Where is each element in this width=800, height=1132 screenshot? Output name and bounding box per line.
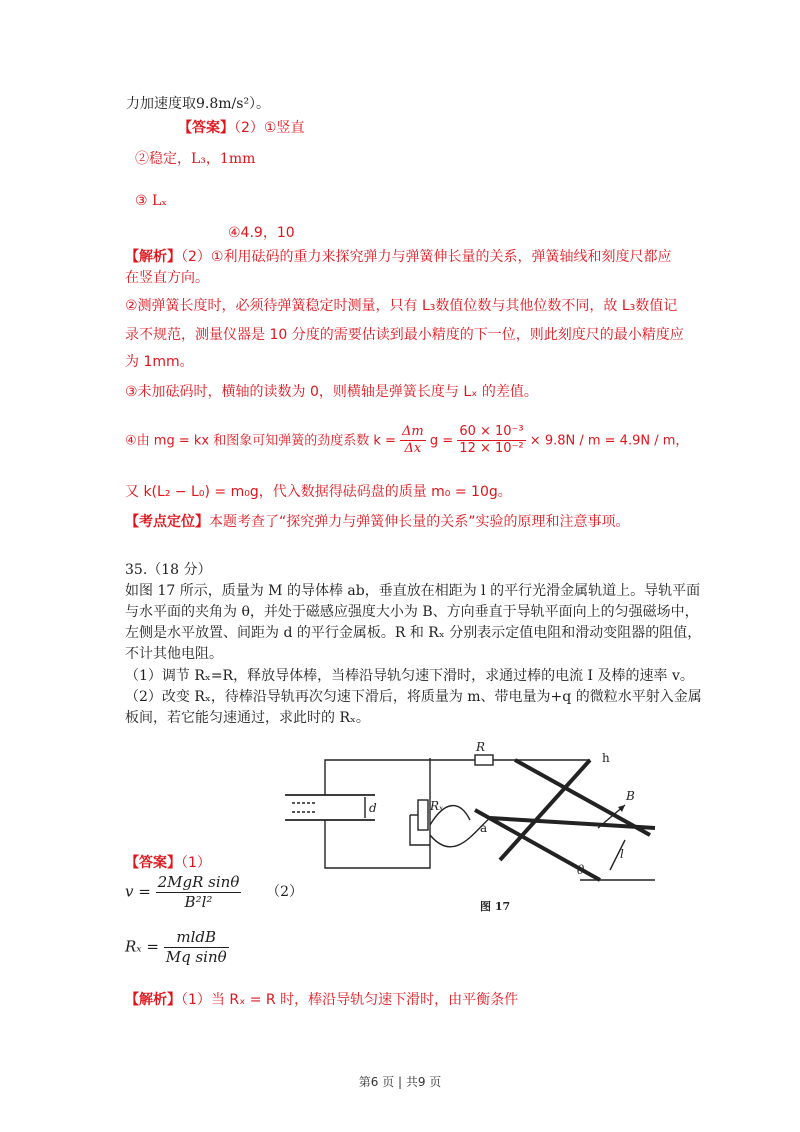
fraction-values	[457, 424, 525, 458]
answer-line: ②稳定，L₃，1mm	[135, 151, 256, 167]
analysis-line: 在竖直方向。	[125, 270, 209, 286]
fraction-numerator: mldB	[164, 928, 229, 948]
answer-label: 【答案】	[125, 855, 181, 871]
fraction-resistance	[164, 928, 229, 967]
formula-lhs: v =	[125, 882, 151, 901]
analysis-text: （2）①利用砝码的重力来探究弹力与弹簧伸长量的关系，弹簧轴线和刻度尺都应	[181, 249, 672, 265]
fraction-numerator: 2MgR sinθ	[157, 873, 240, 891]
kaodian-text: 本题考查了“探究弹力与弹簧伸长量的关系”实验的原理和注意事项。	[209, 514, 630, 530]
fraction-denominator: 12 × 10⁻²	[459, 441, 524, 457]
label-field: B	[626, 789, 635, 803]
fraction-denominator: Δx	[404, 441, 422, 457]
fraction-dm-dx	[400, 424, 426, 458]
question-text: 板间，若它能匀速通过，求此时的 Rₓ。	[125, 710, 370, 726]
resistance-formula	[125, 928, 229, 967]
formula-suffix: × 9.8N / m = 4.9N / m，	[529, 433, 689, 449]
question-text: （1）调节 Rₓ=R，释放导体棒，当棒沿导轨匀速下滑时，求通过棒的电流 I 及棒的速率 v。	[125, 668, 694, 684]
fraction-denominator: B²l²	[184, 892, 213, 911]
velocity-formula	[125, 873, 303, 912]
fraction-denominator: Mq sinθ	[165, 947, 227, 966]
question-text: （2）改变 Rₓ，待棒沿导轨再次匀速下滑后，将质量为 m、带电量为+q 的微粒水平射入金属	[125, 689, 702, 705]
question-text: 如图 17 所示，质量为 M 的导体棒 ab，垂直放在相距为 l 的平行光滑金属轨道上。导轨平面	[125, 583, 701, 599]
label-a: a	[480, 821, 488, 835]
analysis-line: ③未加砝码时，横轴的读数为 0，则横轴是弹簧长度与 Lₓ 的差值。	[125, 384, 538, 400]
label-rx: Rₓ	[430, 799, 444, 813]
formula-prefix: ④由 mg = kx 和图象可知弹簧的劲度系数 k =	[125, 433, 396, 449]
figure-caption: 图 17	[480, 900, 511, 913]
fraction-velocity	[156, 873, 242, 912]
fraction-numerator: Δm	[400, 424, 426, 441]
kaodian-line	[125, 514, 630, 532]
label-r: R	[476, 740, 486, 754]
analysis-line: 又 k(L₂ − L₀) = m₀g，代入数据得砝码盘的质量 m₀ = 10g。	[125, 484, 512, 500]
question-text: 不计其他电阻。	[125, 646, 223, 662]
formula-lhs: Rₓ =	[125, 937, 159, 956]
page-footer: 第6 页 | 共9 页	[358, 1075, 442, 1089]
answer-text: （2）①竖直	[234, 120, 305, 136]
question-header: 35.（18 分）	[125, 562, 212, 578]
text-line: 力加速度取9.8m/s²）。	[126, 96, 271, 112]
analysis-line: 为 1mm。	[125, 354, 194, 370]
analysis-label: 【解析】	[125, 249, 181, 265]
circuit-wire	[325, 760, 475, 795]
label-d: d	[369, 801, 377, 815]
rheostat-rx	[418, 800, 428, 830]
answer-label: 【答案】	[178, 120, 234, 136]
analysis-line	[125, 992, 518, 1010]
formula-mid: g =	[429, 433, 454, 449]
part-label: （2）	[266, 884, 304, 901]
fraction-numerator: 60 × 10⁻³	[457, 424, 525, 441]
answer-block	[178, 120, 304, 138]
analysis-label: 【解析】	[125, 992, 181, 1008]
answer-block	[125, 855, 211, 873]
analysis-line: ②测弹簧长度时，必须待弹簧稳定时测量，只有 L₃数值位数与其他位数不同，故 L₃数值记	[125, 298, 678, 314]
question-text: 左侧是水平放置、间距为 d 的平行金属板。R 和 Rₓ 分别表示定值电阻和滑动变阻器的阻值，	[125, 625, 702, 641]
resistor-r	[475, 755, 493, 765]
analysis-line: 录不规范，测量仪器是 10 分度的需要估读到最小精度的下一位，则此刻度尺的最小精度应	[125, 327, 684, 343]
label-b: h	[602, 751, 610, 765]
label-length: l	[620, 847, 624, 861]
answer-text: （1）	[181, 855, 211, 871]
circuit-figure	[280, 740, 680, 920]
analysis-text: （1）当 Rₓ = R 时，棒沿导轨匀速下滑时，由平衡条件	[181, 992, 519, 1008]
question-text: 与水平面的夹角为 θ，并处于磁感应强度大小为 B、方向垂直于导轨平面向上的匀强磁场中，	[125, 604, 699, 620]
answer-line: ④4.9，10	[228, 225, 295, 241]
label-theta: θ	[577, 863, 585, 877]
formula-line	[125, 424, 688, 458]
analysis-line	[125, 249, 671, 267]
answer-line: ③ Lₓ	[135, 193, 168, 209]
kaodian-label: 【考点定位】	[125, 514, 209, 530]
circuit-wire	[325, 758, 430, 868]
